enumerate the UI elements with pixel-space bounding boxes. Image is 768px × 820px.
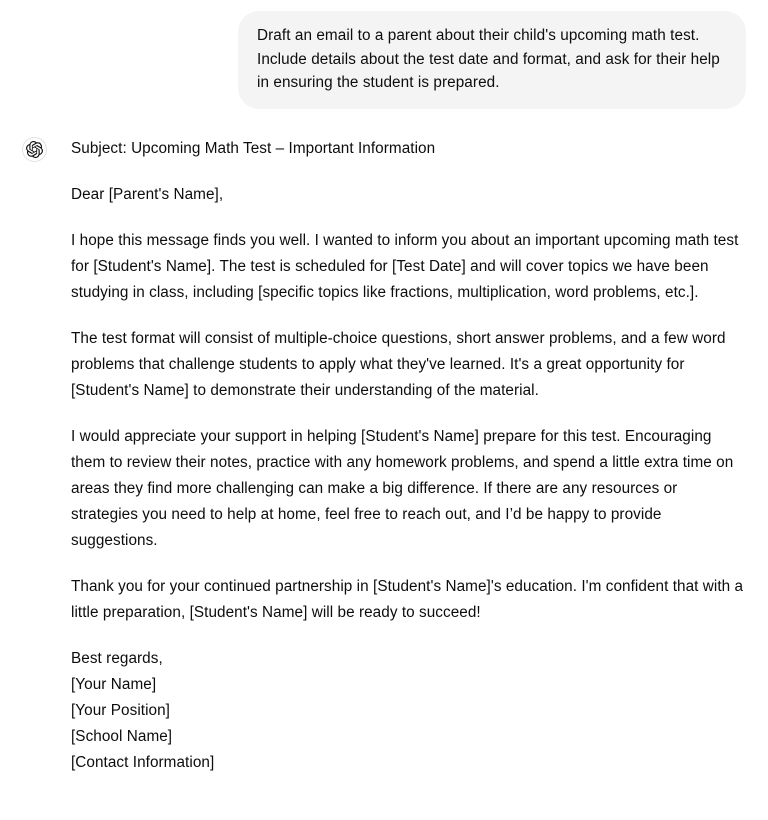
signature-line: [Contact Information] [71,753,215,771]
openai-logo-icon [26,141,43,158]
assistant-paragraph-subject: Subject: Upcoming Math Test – Important Information [71,139,436,157]
assistant-paragraph-3: I would appreciate your support in helping [Student's Name] prepare for this test. Encouraging them to review their notes, practice with any homework problems, and spend a little extra time on areas they find more challenging can make a big difference. If there are any resources or strategies you need to help at home, feel free to reach out, and I’d be happy to provide suggestions. [71,427,734,549]
signature-line: [Your Name] [71,675,157,693]
assistant-message-turn [0,109,768,776]
user-message-bubble[interactable]: Draft an email to a parent about their child's upcoming math test. Include details about the test date and format, and ask for their help in ensuring the student is prepared. [238,11,746,109]
assistant-paragraph-4: Thank you for your continued partnership in [Student's Name]'s education. I'm confident that with a little preparation, [Student's Name] will be ready to succeed! [71,577,744,621]
signature-line: [Your Position] [71,701,170,719]
signature-line: Best regards, [71,649,163,667]
assistant-paragraph-1: I hope this message finds you well. I wanted to inform you about an important upcoming math test for [Student's Name]. The test is scheduled for [Test Date] and will cover topics we have been studying in class, including [specific topics like fractions, multiplication, word problems, etc.]. [71,231,739,301]
assistant-paragraph-2: The test format will consist of multiple-choice questions, short answer problems, and a few word problems that challenge students to apply what they've learned. It's a great opportunity for [Student's Name] to demonstrate their understanding of the material. [71,329,726,399]
assistant-paragraph-greeting: Dear [Parent's Name], [71,185,224,203]
assistant-signature-block [71,646,745,776]
user-message-turn [0,0,768,109]
assistant-avatar [22,137,47,162]
assistant-message-body [71,136,745,776]
signature-line: [School Name] [71,727,173,745]
